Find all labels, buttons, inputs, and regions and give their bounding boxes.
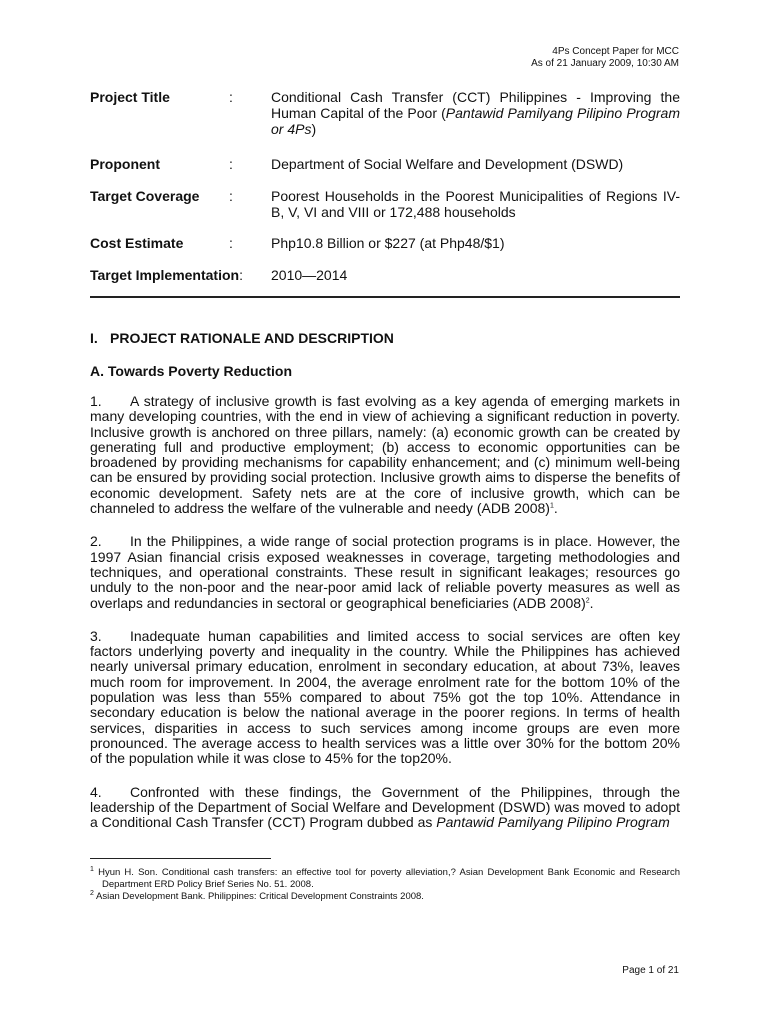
paragraph-italic: Pantawid Pamilyang Pilipino Program xyxy=(436,814,670,831)
footnotes xyxy=(90,867,680,903)
paragraph-1 xyxy=(90,394,680,516)
info-row-cost-estimate xyxy=(90,235,680,267)
cost-estimate-label: Cost Estimate xyxy=(90,235,184,251)
footnote-ref-2[interactable]: 2 xyxy=(585,596,590,604)
project-title-colon: : xyxy=(229,89,233,105)
project-title-value xyxy=(271,89,680,137)
paragraph-number: 2. xyxy=(90,533,102,550)
cost-estimate-value: Php10.8 Billion or $227 (at Php48/$1) xyxy=(271,235,505,251)
paragraph-tail: . xyxy=(553,500,558,517)
section-divider xyxy=(90,296,680,298)
paragraph-number: 4. xyxy=(90,783,102,800)
footnote-mark: 1 xyxy=(90,865,94,873)
section-heading xyxy=(90,330,394,346)
section-title: PROJECT RATIONALE AND DESCRIPTION xyxy=(110,330,394,346)
footnote-1 xyxy=(90,867,680,891)
footnote-mark: 2 xyxy=(90,889,94,897)
paragraph-tail: . xyxy=(589,594,594,611)
paragraph-4 xyxy=(90,785,680,831)
target-coverage-label: Target Coverage xyxy=(90,188,200,204)
target-implementation-label xyxy=(90,267,243,283)
footnote-2 xyxy=(90,891,680,903)
info-row-target-implementation xyxy=(90,267,680,287)
cost-estimate-colon: : xyxy=(229,235,233,251)
body-text xyxy=(90,394,680,848)
target-coverage-value: Poorest Households in the Poorest Municipalities of Regions IV-B, V, VI and VIII or 172,488 households xyxy=(271,188,680,220)
info-row-target-coverage xyxy=(90,188,680,235)
project-title-label: Project Title xyxy=(90,89,170,105)
footnote-divider xyxy=(90,858,271,859)
target-implementation-label-text: Target Implementation xyxy=(90,267,240,283)
target-implementation-colon: : xyxy=(239,267,243,283)
running-header xyxy=(531,46,679,70)
target-implementation-value: 2010—2014 xyxy=(271,267,348,283)
paragraph-number: 3. xyxy=(90,627,102,644)
paragraph-text: Confronted with these findings, the Government of the Philippines, through the leadership of the Department of Social Welfare and Development (DSWD) was moved to adopt a Conditional Cash Transfer (CCT) Program dubbed as xyxy=(90,783,680,831)
footnote-ref-1[interactable]: 1 xyxy=(549,502,554,510)
project-info-table xyxy=(90,89,680,287)
info-row-proponent xyxy=(90,156,680,188)
proponent-colon: : xyxy=(229,156,233,172)
paragraph-text: Inadequate human capabilities and limited access to social services are often key factors underlying poverty and inequality in the country. While the Philippines has achieved nearly universal primary education, enrolment in secondary education, at about 73%, leaves much room for improvement. In 2004, the average enrolment rate for the bottom 10% of the population was less than 55% compared to about 75% got the top 10%. Attendance in secondary education is below the national average in the poorer regions. In terms of health services, disparities in access to such services among income groups are even more pronounced. The average access to health services was a little over 30% for the bottom 20% of the population while it was close to 45% for the top20%. xyxy=(90,627,680,767)
footnote-text: Hyun H. Son. Conditional cash transfers: an effective tool for poverty alleviation,? Asian Development Bank Economic and Research Department ERD Policy Brief Series No. 51. 2008. xyxy=(93,867,680,890)
paragraph-2 xyxy=(90,534,680,610)
info-row-project-title xyxy=(90,89,680,156)
header-line-2: As of 21 January 2009, 10:30 AM xyxy=(531,58,679,69)
paragraph-text: A strategy of inclusive growth is fast evolving as a key agenda of emerging markets in many developing countries, with the end in view of achieving a significant reduction in poverty. Inclusive growth is anchored on three pillars, namely: (a) economic growth can be created by generating full and productive employment; (b) access to economic opportunities can be broadened by providing mechanisms for capability enhancement; and (c) minimum well-being can be ensured by providing social protection. Inclusive growth aims to disperse the benefits of economic development. Safety nets are at the core of inclusive growth, which can be channeled to address the welfare of the vulnerable and needy (ADB 2008) xyxy=(90,393,680,517)
project-title-italic: Pantawid Pamilyang Pilipino Program or 4Ps xyxy=(271,105,680,137)
header-line-1: 4Ps Concept Paper for MCC xyxy=(552,46,679,57)
project-title-text: Conditional Cash Transfer (CCT) Philippines - Improving the Human Capital of the Poor ( xyxy=(271,89,680,121)
project-title-close: ) xyxy=(311,121,317,137)
footnote-text: Asian Development Bank. Philippines: Critical Development Constraints 2008. xyxy=(93,891,424,902)
page-number: Page 1 of 21 xyxy=(622,965,679,976)
proponent-value: Department of Social Welfare and Development (DSWD) xyxy=(271,156,624,172)
paragraph-number: 1. xyxy=(90,393,102,409)
section-number: I. xyxy=(90,330,98,346)
paragraph-text: In the Philippines, a wide range of social protection programs is in place. However, the 1997 Asian financial crisis exposed weaknesses in coverage, targeting methodologies and techniques, and operational constraints. These result in significant leakages; resources go unduly to the non-poor and the near-poor amid lack of reliable poverty measures as well as overlaps and redundancies in sectoral or geographical beneficiaries (ADB 2008) xyxy=(90,533,680,611)
proponent-label: Proponent xyxy=(90,156,160,172)
paragraph-3 xyxy=(90,629,680,767)
target-coverage-colon: : xyxy=(229,188,233,204)
subsection-heading: A. Towards Poverty Reduction xyxy=(90,363,292,379)
